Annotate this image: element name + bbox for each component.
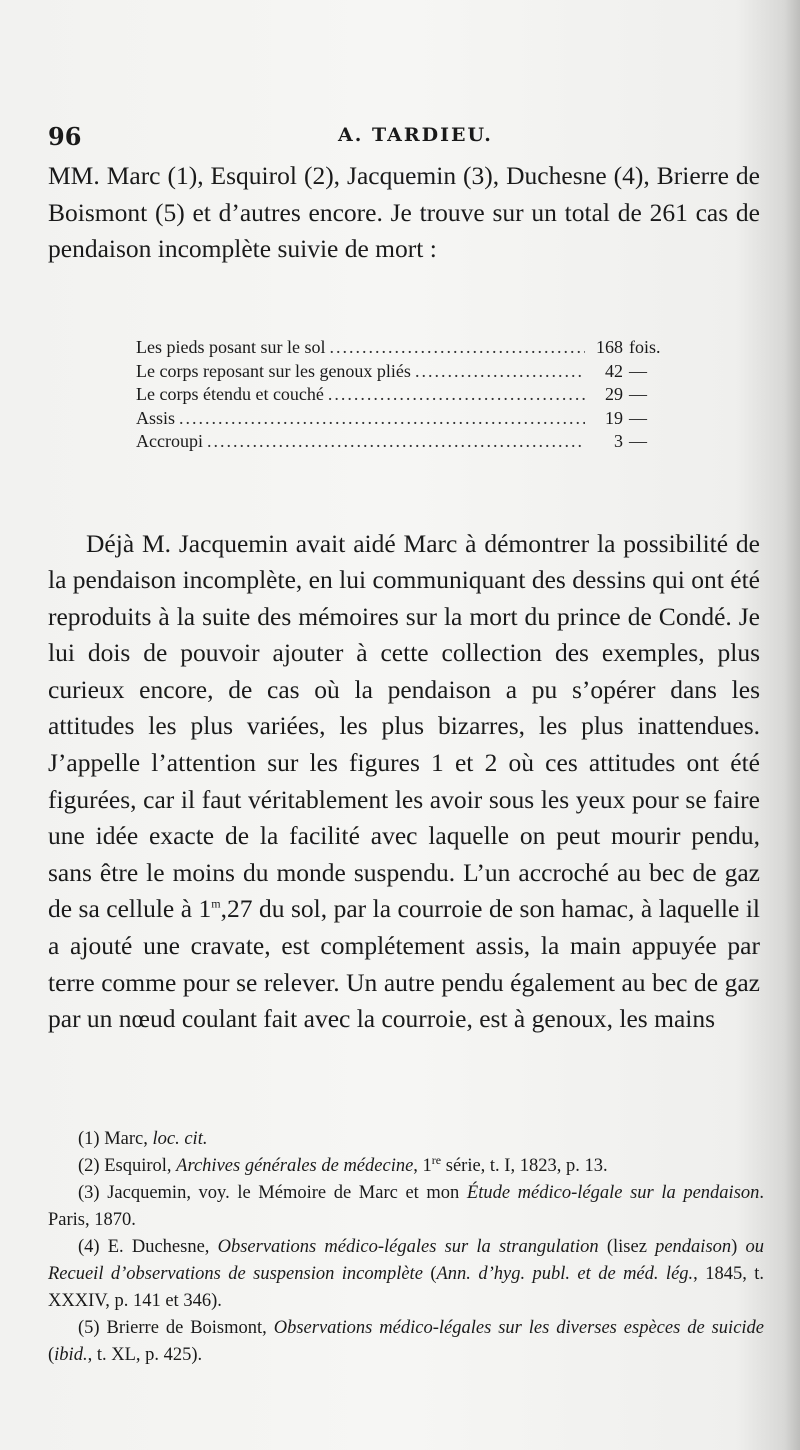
leader-dots — [411, 360, 585, 384]
table-row — [136, 383, 681, 407]
footnote-4 — [48, 1234, 764, 1315]
footnote-text: , 1845, t. XXXIV, p. 141 et 346). — [48, 1264, 765, 1311]
footnote-number: (5) — [78, 1318, 100, 1338]
footnote-1 — [48, 1126, 764, 1153]
footnote-italic: ibid. — [54, 1345, 88, 1365]
footnote-number: (1) — [78, 1129, 100, 1149]
footnote-italic: Ann. d’hyg. publ. et de méd. lég. — [436, 1264, 694, 1284]
footnote-text: ( — [48, 1345, 55, 1365]
footnotes — [48, 1126, 764, 1369]
footnote-text: , t. XL, p. 425). — [87, 1345, 203, 1365]
leader-dots — [325, 336, 585, 360]
table-row — [136, 407, 681, 431]
footnote-text: E. Duchesne, — [107, 1237, 218, 1257]
table-row-label: Les pieds posant sur le sol — [136, 337, 326, 357]
table-row-label: Le corps étendu et couché — [136, 384, 324, 404]
footnote-text: (lisez — [598, 1237, 656, 1257]
footnote-superscript: re — [431, 1152, 442, 1167]
main-paragraph-text: Déjà M. Jacquemin avait aidé Marc à démontrer la possibilité de la pendaison incomplète, en lui communiquant des dessins qui ont été reproduits à la suite des mémoires sur la mort du prince de Condé. Je lui dois de pouvoir ajouter à cette collection des exemples, plus curieux encore, de cas où la pendaison a pu s’opérer dans les attitudes les plus variées, les plus bizarres, les plus inattendues. J’appelle l’attention sur les figures 1 et 2 où ces attitudes ont été figurées, car il faut véritablement les avoir sous les yeux pour se faire une idée exacte de la facilité avec laquelle on peut mourir pendu, sans être le moins du monde suspendu. L’un accroché au bec de gaz de sa cellule à 1 — [48, 528, 760, 924]
footnote-italic: loc. cit. — [152, 1129, 208, 1149]
intro-paragraph-block — [48, 158, 760, 268]
table-row — [136, 336, 681, 360]
footnote-text: Marc, — [104, 1129, 153, 1149]
table-row-label: Assis — [136, 407, 176, 428]
footnote-text: ( — [422, 1264, 437, 1284]
footnote-italic: Observations médico-légales sur la strangulation — [217, 1237, 599, 1257]
table-row — [136, 430, 681, 454]
footnote-text: ) — [731, 1237, 746, 1257]
page-header — [48, 122, 748, 152]
table-row-unit: — — [629, 431, 647, 451]
footnote-text: Esquirol, — [104, 1156, 177, 1176]
table-row-unit: — — [629, 407, 647, 428]
footnote-3 — [48, 1180, 764, 1234]
table-row-label: Accroupi — [136, 431, 203, 451]
footnote-italic: Archives générales de médecine — [176, 1156, 414, 1176]
main-paragraph-text-continued: ,27 du sol, par la courroie de son hamac, à laquelle il a ajouté une cravate, est complétement assis, la main appuyée par terre comme pour se relever. Un autre pendu également au bec de gaz par un nœud coulant fait avec la courroie, est à genoux, les mains — [48, 894, 760, 1034]
leader-dots — [175, 407, 585, 431]
footnote-italic: Observations médico-légales sur les diverses espèces de suicide — [273, 1318, 765, 1338]
table-row-value: 42 — [605, 360, 623, 381]
table-row-unit: fois. — [629, 337, 661, 357]
footnote-text: Jacquemin, voy. le Mémoire de Marc et mon — [107, 1183, 467, 1203]
footnote-number: (3) — [78, 1183, 100, 1203]
footnote-5 — [48, 1315, 764, 1369]
footnote-italic: Étude médico-légale sur la pendaison — [466, 1183, 760, 1203]
table-row-unit: — — [629, 384, 647, 404]
page-number: 96 — [48, 122, 82, 151]
footnote-number: (2) — [78, 1156, 100, 1176]
footnote-text: série, t. I, 1823, p. 13. — [441, 1156, 608, 1176]
running-head: A. TARDIEU. — [338, 124, 493, 146]
table-row-unit: — — [629, 360, 647, 381]
leader-dots — [203, 430, 585, 454]
footnote-text: Brierre de Boismont, — [106, 1318, 274, 1338]
superscript-unit: m — [211, 896, 221, 911]
footnote-italic: ou Recueil d’observations de suspension incomplète — [48, 1237, 764, 1284]
footnote-text: , 1 — [413, 1156, 432, 1176]
footnote-number: (4) — [78, 1237, 100, 1257]
table-row — [136, 360, 681, 384]
table-row-value: 3 — [614, 431, 623, 451]
leader-dots — [324, 383, 585, 407]
main-paragraph — [48, 526, 760, 1038]
footnote-italic: pendaison — [655, 1237, 732, 1257]
table-row-value: 29 — [605, 384, 623, 404]
table-row-value: 19 — [605, 407, 623, 428]
table-row-label: Le corps reposant sur les genoux pliés — [136, 360, 411, 381]
intro-paragraph: MM. Marc (1), Esquirol (2), Jacquemin (3), Duchesne (4), Brierre de Boismont (5) et d’autres encore. Je trouve sur un total de 261 cas de pendaison incomplète suivie de mort : — [48, 161, 760, 263]
table-row-value: 168 — [596, 337, 623, 357]
footnote-2 — [48, 1153, 764, 1180]
footnote-text: . Paris, 1870. — [48, 1183, 765, 1230]
statistics-table — [136, 336, 681, 454]
